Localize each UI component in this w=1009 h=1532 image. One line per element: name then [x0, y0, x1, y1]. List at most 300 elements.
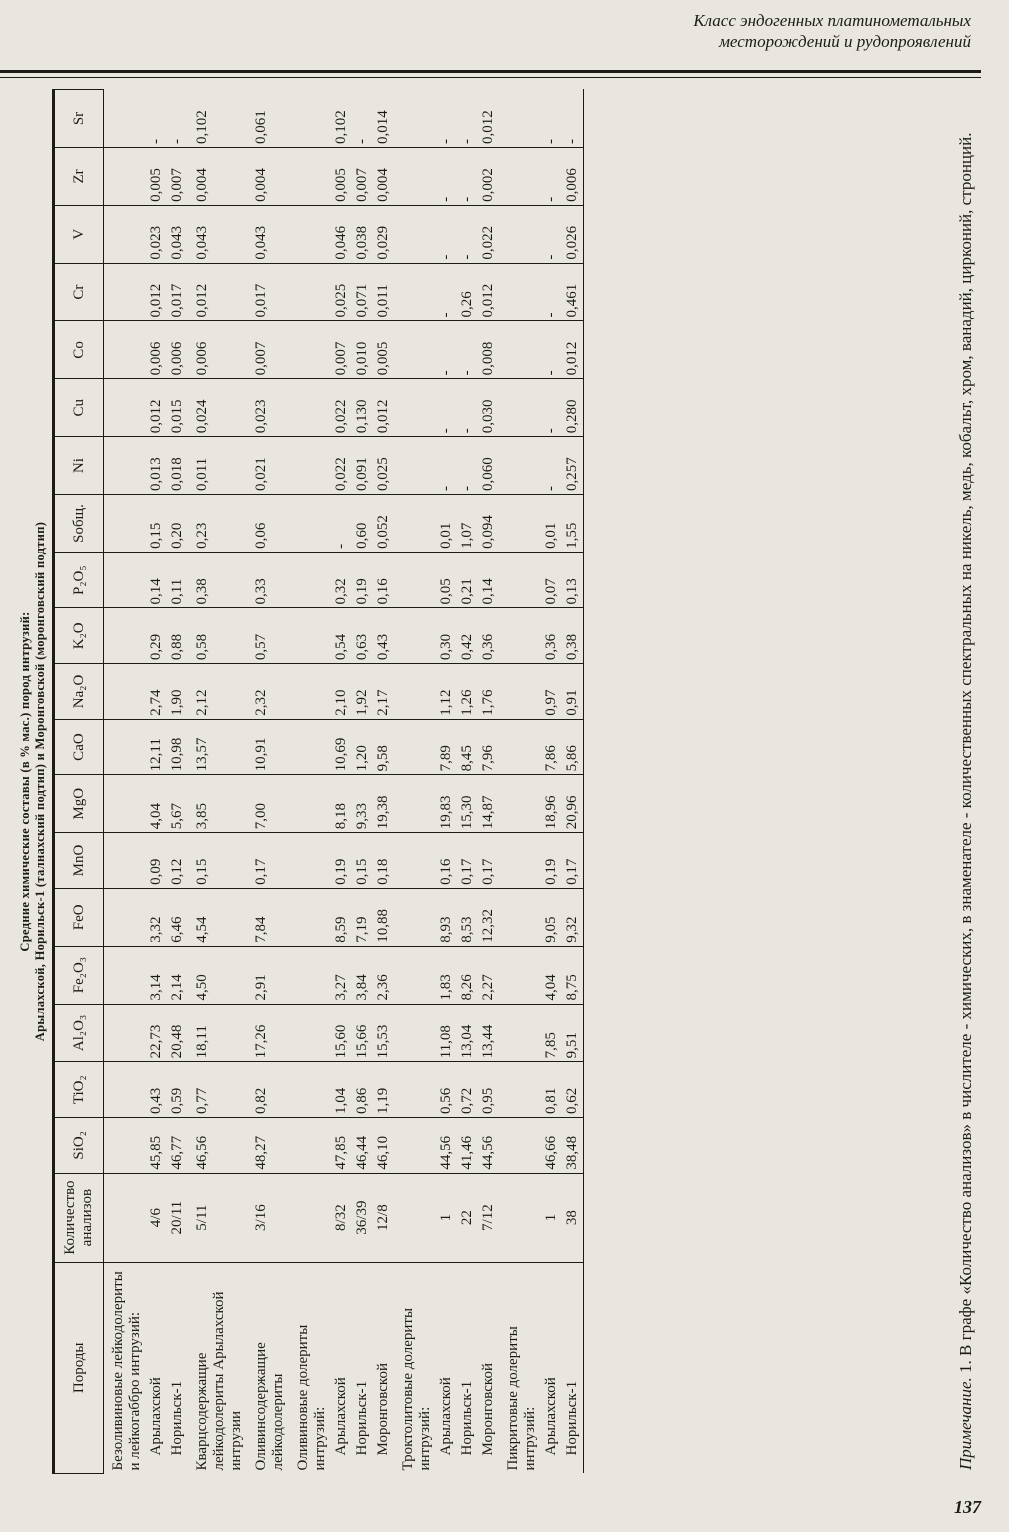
value-cell — [394, 1004, 436, 1062]
value-cell: 0,102 — [188, 90, 247, 148]
table-row — [352, 90, 373, 1474]
value-cell: 0,43 — [373, 608, 394, 664]
value-cell: - — [436, 147, 457, 205]
table-body — [104, 90, 584, 1474]
table-row — [104, 90, 147, 1474]
value-cell: 7,96 — [478, 719, 499, 775]
value-cell: 0,36 — [478, 608, 499, 664]
value-cell: 2,32 — [247, 664, 289, 720]
value-cell: 0,006 — [167, 321, 188, 379]
value-cell: 0,17 — [562, 833, 584, 889]
value-cell: 8,45 — [457, 719, 478, 775]
value-cell: 13,04 — [457, 1004, 478, 1062]
chemistry-table — [52, 89, 584, 1474]
value-cell — [289, 147, 331, 205]
value-cell: 0,102 — [331, 90, 352, 148]
value-cell: 7,86 — [541, 719, 562, 775]
value-cell — [394, 90, 436, 148]
note-label: Примечание. — [956, 1377, 975, 1470]
value-cell: - — [167, 90, 188, 148]
value-cell: 7,19 — [352, 888, 373, 946]
rock-name-cell: Моронговской — [480, 1363, 496, 1456]
value-cell: 0,11 — [167, 552, 188, 608]
value-cell: 0,16 — [373, 552, 394, 608]
analysis-count-cell: 22 — [457, 1173, 478, 1262]
analysis-count-cell — [289, 1173, 331, 1262]
value-cell — [289, 495, 331, 553]
value-cell — [394, 664, 436, 720]
rock-name-cell: Арылахской — [333, 1377, 349, 1456]
value-cell: 46,44 — [352, 1118, 373, 1174]
value-cell — [104, 1118, 147, 1174]
rock-name-cell: Моронговской — [375, 1363, 391, 1456]
value-cell: 0,58 — [188, 608, 247, 664]
value-cell — [289, 1062, 331, 1118]
value-cell: 15,66 — [352, 1004, 373, 1062]
value-cell: - — [436, 205, 457, 263]
value-cell — [289, 1118, 331, 1174]
table-row — [167, 90, 188, 1474]
value-cell — [499, 552, 541, 608]
value-cell: 4,04 — [146, 775, 167, 833]
running-head — [693, 10, 971, 52]
value-cell — [499, 205, 541, 263]
value-cell — [104, 147, 147, 205]
value-cell — [104, 205, 147, 263]
value-cell: 0,09 — [146, 833, 167, 889]
value-cell — [394, 719, 436, 775]
value-cell: 0,021 — [247, 437, 289, 495]
caption-line-1: Средние химические составы (в % мас.) пород интрузий: — [18, 611, 32, 952]
value-cell: 0,004 — [188, 147, 247, 205]
analysis-count-cell: 1 — [436, 1173, 457, 1262]
caption-line-2: Арылахской, Норильск-1 (талнахский подтип) и Моронговской (моронговский подтип) — [33, 521, 47, 1042]
value-cell: 0,88 — [167, 608, 188, 664]
value-cell: 0,012 — [478, 90, 499, 148]
column-header: Co — [54, 321, 104, 379]
value-cell: 0,63 — [352, 608, 373, 664]
value-cell: 9,05 — [541, 888, 562, 946]
value-cell — [104, 608, 147, 664]
value-cell: 0,022 — [331, 437, 352, 495]
rock-name-cell: Норильск-1 — [169, 1380, 185, 1456]
value-cell: 0,002 — [478, 147, 499, 205]
value-cell: 0,005 — [331, 147, 352, 205]
value-cell: 0,38 — [188, 552, 247, 608]
value-cell: 2,36 — [373, 946, 394, 1004]
column-header: TiO₂ — [54, 1062, 104, 1118]
value-cell: 0,011 — [373, 263, 394, 321]
value-cell: 0,010 — [352, 321, 373, 379]
value-cell: - — [457, 321, 478, 379]
value-cell — [289, 552, 331, 608]
rock-name-cell: Оливиновые долериты интрузий: — [295, 1324, 328, 1471]
value-cell: - — [436, 263, 457, 321]
header-rule-thin — [0, 77, 981, 78]
value-cell: 10,69 — [331, 719, 352, 775]
value-cell: 3,14 — [146, 946, 167, 1004]
value-cell: 0,012 — [146, 263, 167, 321]
value-cell: 1,92 — [352, 664, 373, 720]
value-cell — [394, 147, 436, 205]
value-cell — [104, 946, 147, 1004]
value-cell: 44,56 — [436, 1118, 457, 1174]
value-cell: 0,30 — [436, 608, 457, 664]
value-cell: 0,023 — [247, 379, 289, 437]
value-cell: 0,025 — [331, 263, 352, 321]
value-cell: 0,012 — [188, 263, 247, 321]
value-cell: 13,57 — [188, 719, 247, 775]
value-cell: 2,27 — [478, 946, 499, 1004]
rock-name-cell: Арылахской — [438, 1377, 454, 1456]
column-header: V — [54, 205, 104, 263]
value-cell: 2,91 — [247, 946, 289, 1004]
table-row — [394, 90, 436, 1474]
value-cell — [289, 1004, 331, 1062]
value-cell: 46,56 — [188, 1118, 247, 1174]
table-row — [436, 90, 457, 1474]
value-cell: 8,18 — [331, 775, 352, 833]
value-cell: 0,43 — [146, 1062, 167, 1118]
value-cell — [499, 608, 541, 664]
analysis-count-cell: 3/16 — [247, 1173, 289, 1262]
value-cell: 0,043 — [188, 205, 247, 263]
value-cell: 41,46 — [457, 1118, 478, 1174]
value-cell: 1,76 — [478, 664, 499, 720]
value-cell: 0,95 — [478, 1062, 499, 1118]
value-cell — [104, 833, 147, 889]
value-cell: 1,55 — [562, 495, 584, 553]
value-cell: 9,51 — [562, 1004, 584, 1062]
value-cell: 2,74 — [146, 664, 167, 720]
value-cell: 0,022 — [331, 379, 352, 437]
value-cell: 48,27 — [247, 1118, 289, 1174]
value-cell: 0,280 — [562, 379, 584, 437]
value-cell: 3,85 — [188, 775, 247, 833]
page-number: 137 — [954, 1497, 981, 1517]
value-cell: 0,57 — [247, 608, 289, 664]
value-cell: 0,07 — [541, 552, 562, 608]
value-cell: 11,08 — [436, 1004, 457, 1062]
value-cell: - — [457, 437, 478, 495]
value-cell: 2,14 — [167, 946, 188, 1004]
analysis-count-cell: 36/39 — [352, 1173, 373, 1262]
value-cell — [394, 833, 436, 889]
value-cell: 0,62 — [562, 1062, 584, 1118]
value-cell — [394, 888, 436, 946]
analysis-count-cell — [394, 1173, 436, 1262]
value-cell — [394, 379, 436, 437]
value-cell: 10,88 — [373, 888, 394, 946]
value-cell: 7,00 — [247, 775, 289, 833]
analysis-count-cell — [499, 1173, 541, 1262]
value-cell: 12,32 — [478, 888, 499, 946]
value-cell: 0,86 — [352, 1062, 373, 1118]
value-cell — [499, 719, 541, 775]
value-cell: - — [541, 147, 562, 205]
value-cell: 9,32 — [562, 888, 584, 946]
value-cell: 0,59 — [167, 1062, 188, 1118]
value-cell: 0,006 — [562, 147, 584, 205]
value-cell: 2,12 — [188, 664, 247, 720]
value-cell: 0,023 — [146, 205, 167, 263]
column-header: MnO — [54, 833, 104, 889]
value-cell: 0,060 — [478, 437, 499, 495]
table-row — [289, 90, 331, 1474]
value-cell: 0,06 — [247, 495, 289, 553]
value-cell: 0,14 — [146, 552, 167, 608]
rock-name-cell: Оливинсодержащие лейкодолериты — [253, 1342, 286, 1471]
value-cell — [499, 321, 541, 379]
value-cell: 4,50 — [188, 946, 247, 1004]
table-row — [373, 90, 394, 1474]
rock-name-cell: Арылахской — [543, 1377, 559, 1456]
value-cell: 0,091 — [352, 437, 373, 495]
value-cell — [104, 495, 147, 553]
value-cell: 4,04 — [541, 946, 562, 1004]
value-cell: 7,89 — [436, 719, 457, 775]
value-cell: 0,004 — [247, 147, 289, 205]
value-cell: 3,27 — [331, 946, 352, 1004]
value-cell: 0,012 — [146, 379, 167, 437]
column-header: Cr — [54, 263, 104, 321]
value-cell: 0,72 — [457, 1062, 478, 1118]
value-cell: 0,007 — [247, 321, 289, 379]
value-cell: - — [541, 437, 562, 495]
value-cell: 0,32 — [331, 552, 352, 608]
value-cell: 14,87 — [478, 775, 499, 833]
value-cell: 1,90 — [167, 664, 188, 720]
column-header: Na₂O — [54, 664, 104, 720]
value-cell — [289, 833, 331, 889]
value-cell — [104, 664, 147, 720]
value-cell: 0,13 — [562, 552, 584, 608]
column-header: MgO — [54, 775, 104, 833]
value-cell: 1,83 — [436, 946, 457, 1004]
value-cell: 0,18 — [373, 833, 394, 889]
value-cell: - — [436, 321, 457, 379]
value-cell: 0,01 — [541, 495, 562, 553]
analysis-count-cell: 38 — [562, 1173, 584, 1262]
value-cell: 0,15 — [188, 833, 247, 889]
value-cell: 1,26 — [457, 664, 478, 720]
rock-name-cell: Норильск-1 — [354, 1380, 370, 1456]
value-cell: - — [541, 90, 562, 148]
value-cell: 0,20 — [167, 495, 188, 553]
value-cell — [104, 263, 147, 321]
column-header: Sобщ. — [54, 495, 104, 553]
value-cell: 0,017 — [167, 263, 188, 321]
running-head-line-1: Класс эндогенных платинометальных — [693, 11, 971, 30]
value-cell: 0,008 — [478, 321, 499, 379]
value-cell: - — [541, 263, 562, 321]
column-header: Sr — [54, 90, 104, 148]
value-cell: 0,17 — [247, 833, 289, 889]
value-cell: 0,007 — [352, 147, 373, 205]
value-cell: 8,75 — [562, 946, 584, 1004]
value-cell — [289, 608, 331, 664]
value-cell: 22,73 — [146, 1004, 167, 1062]
value-cell: - — [436, 437, 457, 495]
value-cell: 0,005 — [146, 147, 167, 205]
column-header: CaO — [54, 719, 104, 775]
value-cell — [104, 1062, 147, 1118]
value-cell: 0,23 — [188, 495, 247, 553]
value-cell — [499, 946, 541, 1004]
rock-name-cell: Безоливиновые лейкодолериты и лейкогаббро интрузий: — [110, 1271, 143, 1471]
value-cell — [289, 664, 331, 720]
rock-name-cell: Кварцсодержащие лейкодолериты Арылахской интрузии — [194, 1291, 244, 1471]
value-cell — [394, 495, 436, 553]
value-cell — [104, 437, 147, 495]
value-cell: 0,024 — [188, 379, 247, 437]
value-cell — [499, 437, 541, 495]
value-cell: 45,85 — [146, 1118, 167, 1174]
rotated-table-block — [18, 89, 584, 1474]
analysis-count-cell: 20/11 — [167, 1173, 188, 1262]
value-cell: - — [436, 90, 457, 148]
value-cell: 0,026 — [562, 205, 584, 263]
value-cell: 0,91 — [562, 664, 584, 720]
value-cell: 12,11 — [146, 719, 167, 775]
value-cell: - — [541, 379, 562, 437]
running-head-line-2: месторождений и рудопроявлений — [719, 32, 971, 51]
rock-name-cell: Арылахской — [148, 1377, 164, 1456]
column-header: Cu — [54, 379, 104, 437]
value-cell: - — [562, 90, 584, 148]
value-cell: 1,04 — [331, 1062, 352, 1118]
value-cell — [499, 1004, 541, 1062]
value-cell: 0,061 — [247, 90, 289, 148]
value-cell: 18,96 — [541, 775, 562, 833]
value-cell — [104, 719, 147, 775]
value-cell: 1,19 — [373, 1062, 394, 1118]
value-cell: 15,30 — [457, 775, 478, 833]
value-cell: 0,60 — [352, 495, 373, 553]
table-row — [499, 90, 541, 1474]
value-cell: 0,007 — [167, 147, 188, 205]
value-cell: 0,38 — [562, 608, 584, 664]
value-cell — [104, 552, 147, 608]
value-cell: 0,17 — [478, 833, 499, 889]
value-cell: 8,59 — [331, 888, 352, 946]
value-cell — [289, 90, 331, 148]
note-text: 1. В графе «Количество анализов» в числителе - химических, в знаменателе - количественных спектральных на никель, медь, кобальт, хром, ванадий, цирконий, стронций. — [956, 132, 975, 1378]
value-cell: 0,33 — [247, 552, 289, 608]
value-cell: 8,53 — [457, 888, 478, 946]
table-header-row — [54, 90, 104, 1474]
table-row — [562, 90, 584, 1474]
value-cell: 0,043 — [167, 205, 188, 263]
value-cell: 4,54 — [188, 888, 247, 946]
value-cell: 15,60 — [331, 1004, 352, 1062]
analysis-count-cell: 7/12 — [478, 1173, 499, 1262]
value-cell — [289, 263, 331, 321]
value-cell — [499, 888, 541, 946]
value-cell: - — [541, 321, 562, 379]
value-cell: 0,01 — [436, 495, 457, 553]
value-cell — [104, 90, 147, 148]
value-cell: 13,44 — [478, 1004, 499, 1062]
column-header: Zr — [54, 147, 104, 205]
value-cell — [499, 775, 541, 833]
table-row — [188, 90, 247, 1474]
value-cell — [394, 321, 436, 379]
column-header: K₂O — [54, 608, 104, 664]
value-cell: 0,012 — [478, 263, 499, 321]
value-cell: 0,05 — [436, 552, 457, 608]
value-cell — [104, 321, 147, 379]
value-cell: 10,98 — [167, 719, 188, 775]
value-cell — [394, 946, 436, 1004]
value-cell: 46,66 — [541, 1118, 562, 1174]
value-cell — [394, 205, 436, 263]
value-cell — [394, 437, 436, 495]
value-cell: 0,130 — [352, 379, 373, 437]
value-cell: 0,038 — [352, 205, 373, 263]
value-cell: 3,32 — [146, 888, 167, 946]
analysis-count-cell: 1 — [541, 1173, 562, 1262]
value-cell — [394, 1062, 436, 1118]
value-cell: 0,017 — [247, 263, 289, 321]
column-header: Fe₂O₃ — [54, 946, 104, 1004]
value-cell: 0,013 — [146, 437, 167, 495]
value-cell: 0,36 — [541, 608, 562, 664]
value-cell — [289, 888, 331, 946]
value-cell: 0,54 — [331, 608, 352, 664]
value-cell — [499, 1062, 541, 1118]
value-cell: 9,58 — [373, 719, 394, 775]
rock-name-cell: Пикритовые долериты интрузий: — [505, 1326, 538, 1471]
value-cell: 8,26 — [457, 946, 478, 1004]
table-row — [541, 90, 562, 1474]
value-cell — [289, 321, 331, 379]
value-cell — [289, 205, 331, 263]
analysis-count-cell: 5/11 — [188, 1173, 247, 1262]
value-cell: 1,12 — [436, 664, 457, 720]
value-cell: 0,42 — [457, 608, 478, 664]
value-cell: 0,56 — [436, 1062, 457, 1118]
value-cell — [499, 664, 541, 720]
analysis-count-cell: 8/32 — [331, 1173, 352, 1262]
value-cell: 0,77 — [188, 1062, 247, 1118]
value-cell: - — [146, 90, 167, 148]
value-cell: 38,48 — [562, 1118, 584, 1174]
value-cell: 9,33 — [352, 775, 373, 833]
value-cell: 0,004 — [373, 147, 394, 205]
value-cell: 0,014 — [373, 90, 394, 148]
value-cell: 0,011 — [188, 437, 247, 495]
value-cell: 0,015 — [167, 379, 188, 437]
value-cell: 0,97 — [541, 664, 562, 720]
value-cell — [289, 719, 331, 775]
value-cell: 7,85 — [541, 1004, 562, 1062]
value-cell — [499, 263, 541, 321]
value-cell: - — [541, 205, 562, 263]
value-cell: 0,15 — [352, 833, 373, 889]
value-cell — [499, 833, 541, 889]
value-cell: 0,26 — [457, 263, 478, 321]
table-row — [478, 90, 499, 1474]
value-cell: 0,14 — [478, 552, 499, 608]
value-cell: 0,046 — [331, 205, 352, 263]
value-cell: 46,10 — [373, 1118, 394, 1174]
rock-name-cell: Норильск-1 — [562, 1262, 584, 1473]
value-cell: 0,052 — [373, 495, 394, 553]
value-cell: 1,20 — [352, 719, 373, 775]
value-cell — [289, 946, 331, 1004]
column-header: SiO₂ — [54, 1118, 104, 1174]
